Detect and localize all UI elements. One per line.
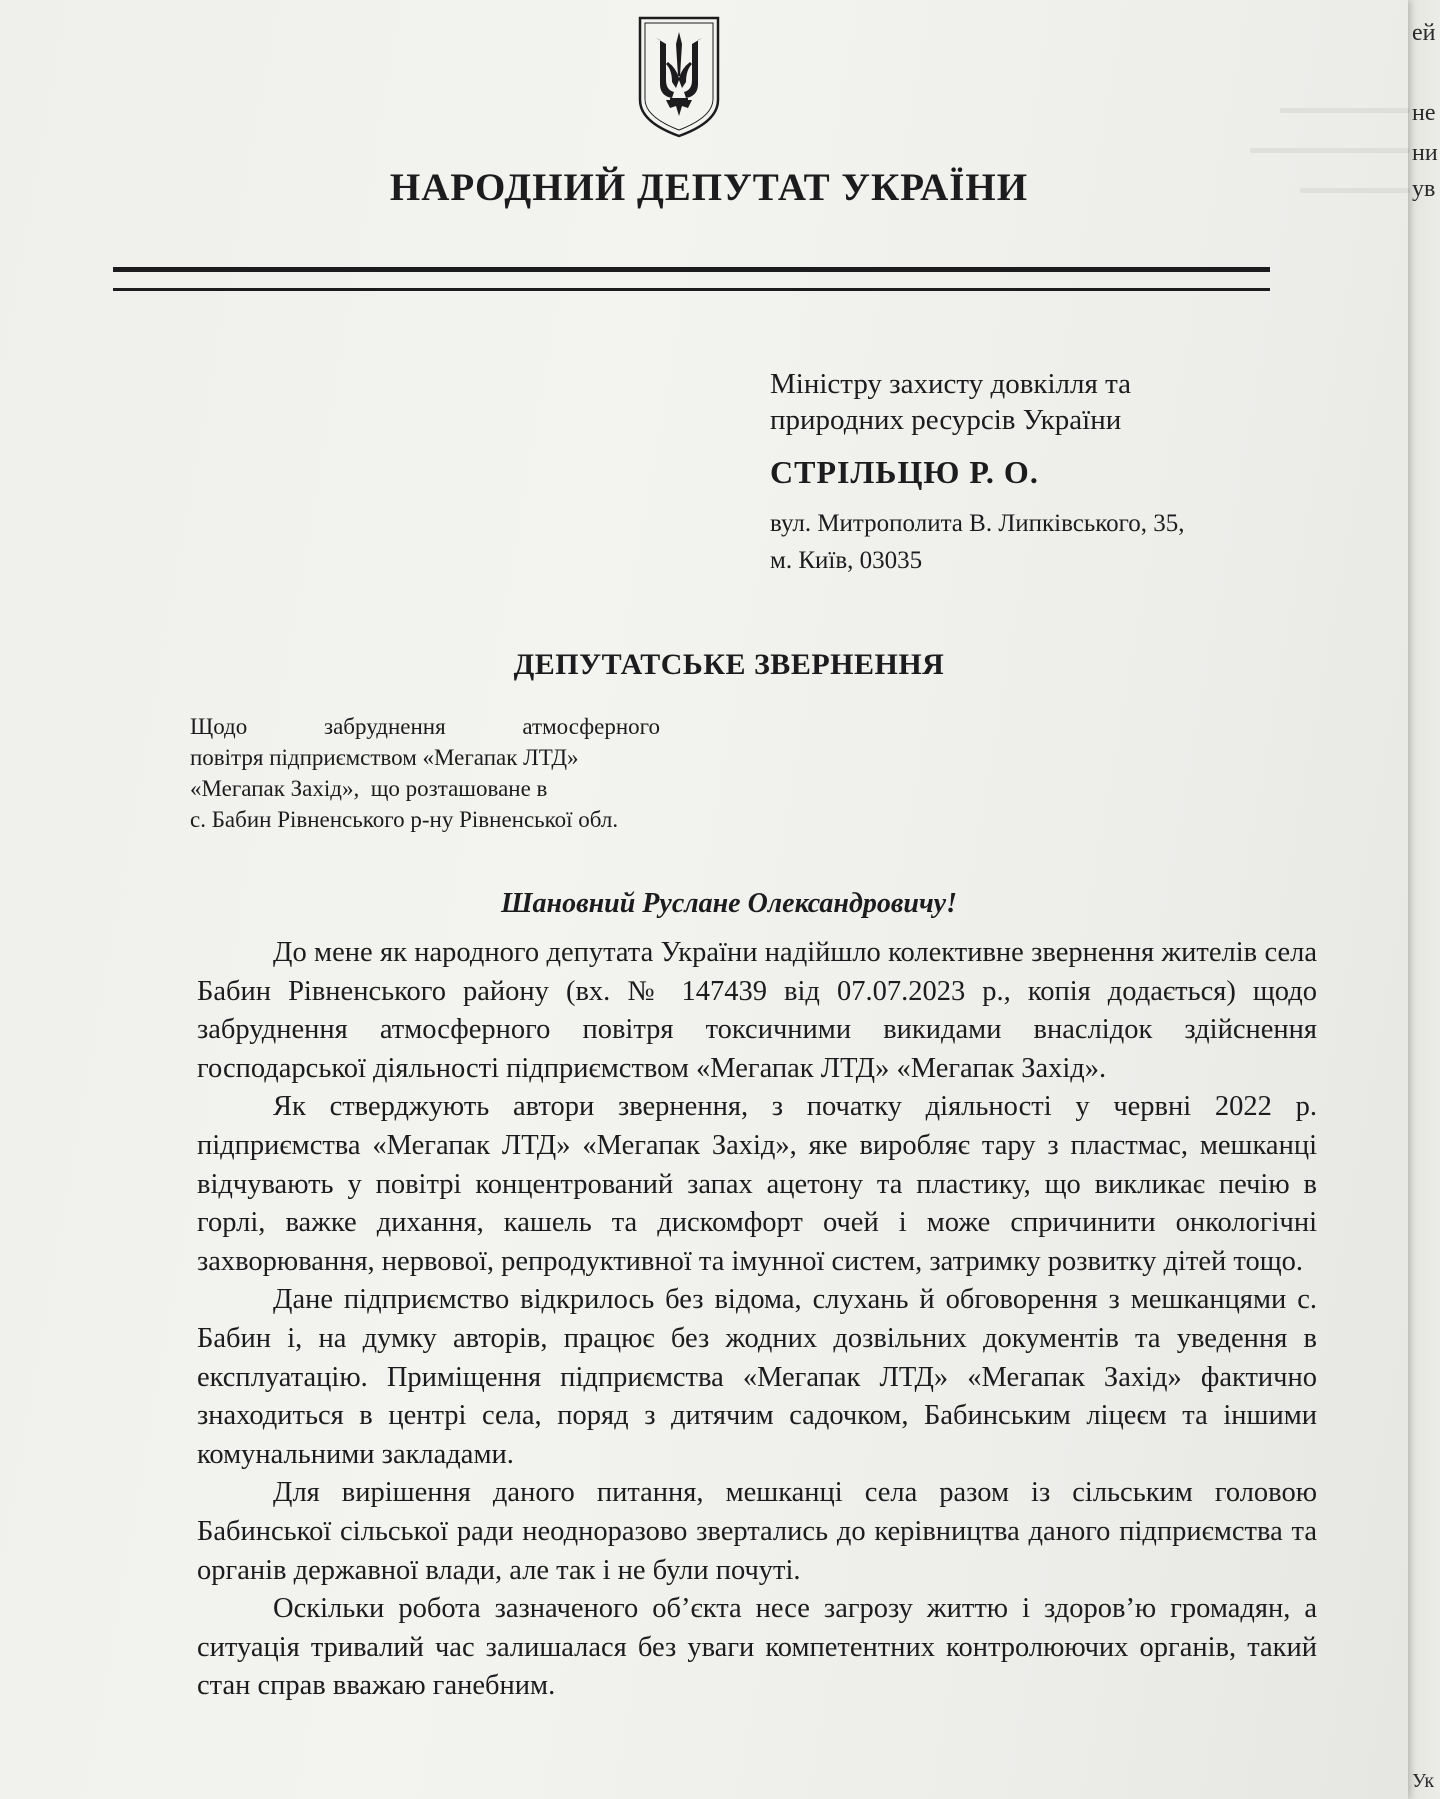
letter-body bbox=[197, 934, 1317, 1706]
background-text-fragment: не bbox=[1412, 100, 1436, 126]
subject-line: «Мегапак Захід», що розташоване в bbox=[190, 776, 548, 801]
letterhead-title: НАРОДНИЙ ДЕПУТАТ УКРАЇНИ bbox=[389, 166, 1029, 209]
addressee-address-line: вул. Митрополита В. Липківського, 35, bbox=[770, 510, 1185, 537]
body-paragraph: Для вирішення даного питання, мешканці села разом із сільським головою Бабинської сільської ради неодноразово звертались до керівництва даного підприємства та органів державної влади, але так і не були почуті. bbox=[197, 1477, 1317, 1586]
subject-block bbox=[190, 711, 660, 835]
body-paragraph: Дане підприємство відкрилось без відома, слухань й обговорення з мешканцями с. Бабин і, на думку авторів, працює без жодних дозвільних документів та уведення в експлуатацію. Приміщення підприємства «Мегапак ЛТД» «Мегапак Захід» фактично знаходиться в центрі села, поряд з дитячим садочком, Бабинським ліцеєм та іншими комунальними закладами. bbox=[197, 1284, 1317, 1470]
addressee-position-line: природних ресурсів України bbox=[770, 404, 1122, 436]
background-text-fragment: Ук bbox=[1412, 1770, 1435, 1792]
subject-line: повітря підприємством «Мегапак ЛТД» bbox=[190, 745, 579, 770]
subject-line: с. Бабин Рівненського р-ну Рівненської обл. bbox=[190, 807, 619, 832]
document-title: ДЕПУТАТСЬКЕ ЗВЕРНЕННЯ bbox=[513, 648, 945, 681]
body-paragraph: Як стверджують автори звернення, з початку діяльності у червні 2022 р. підприємства «Мегапак ЛТД» «Мегапак Захід», яке виробляє тару з пластмас, мешканці відчувають у повітрі концентрований запах ацетону та пластику, що викликає печію в горлі, важке дихання, кашель та дискомфорт очей і може спричинити онкологічні захворювання, нервової, репродуктивної та імунної систем, затримку розвитку дітей тощо. bbox=[197, 1091, 1317, 1277]
body-paragraph: До мене як народного депутата України надійшло колективне звернення жителів села Бабин Рівненського району (вх. № 147439 від 07.07.2023 р., копія додається) щодо забруднення атмосферного повітря токсичними викидами внаслідок здійснення господарської діяльності підприємством «Мегапак ЛТД» «Мегапак Захід». bbox=[197, 937, 1317, 1084]
coat-of-arms-icon bbox=[636, 14, 722, 140]
salutation: Шановний Руслане Олександровичу! bbox=[501, 888, 957, 919]
addressee-address-line: м. Київ, 03035 bbox=[770, 547, 923, 574]
subject-word: Щодо bbox=[190, 714, 248, 739]
letterhead-rule-thick bbox=[113, 267, 1270, 272]
addressee-position-line: Міністру захисту довкілля та bbox=[770, 368, 1131, 400]
subject-line bbox=[190, 711, 660, 742]
letterhead-rule-thin bbox=[113, 288, 1270, 291]
subject-word: забруднення bbox=[324, 714, 446, 739]
addressee-block bbox=[770, 366, 1370, 579]
background-text-fragment: ув bbox=[1412, 176, 1436, 202]
body-paragraph: Оскільки робота зазначеного об’єкта несе загрозу життю і здоров’ю громадян, а ситуація тривалий час залишалася без уваги компетентних контролюючих органів, такий стан справ вважаю ганебним. bbox=[197, 1593, 1317, 1702]
show-through-mark bbox=[1280, 108, 1410, 113]
background-text-fragment: ей bbox=[1412, 20, 1436, 46]
background-text-fragment: ни bbox=[1412, 140, 1438, 166]
background-sheet bbox=[1408, 0, 1440, 1799]
show-through-mark bbox=[1250, 148, 1410, 153]
subject-word: атмосферного bbox=[522, 714, 660, 739]
addressee-name: СТРІЛЬЦЮ Р. О. bbox=[770, 454, 1039, 490]
